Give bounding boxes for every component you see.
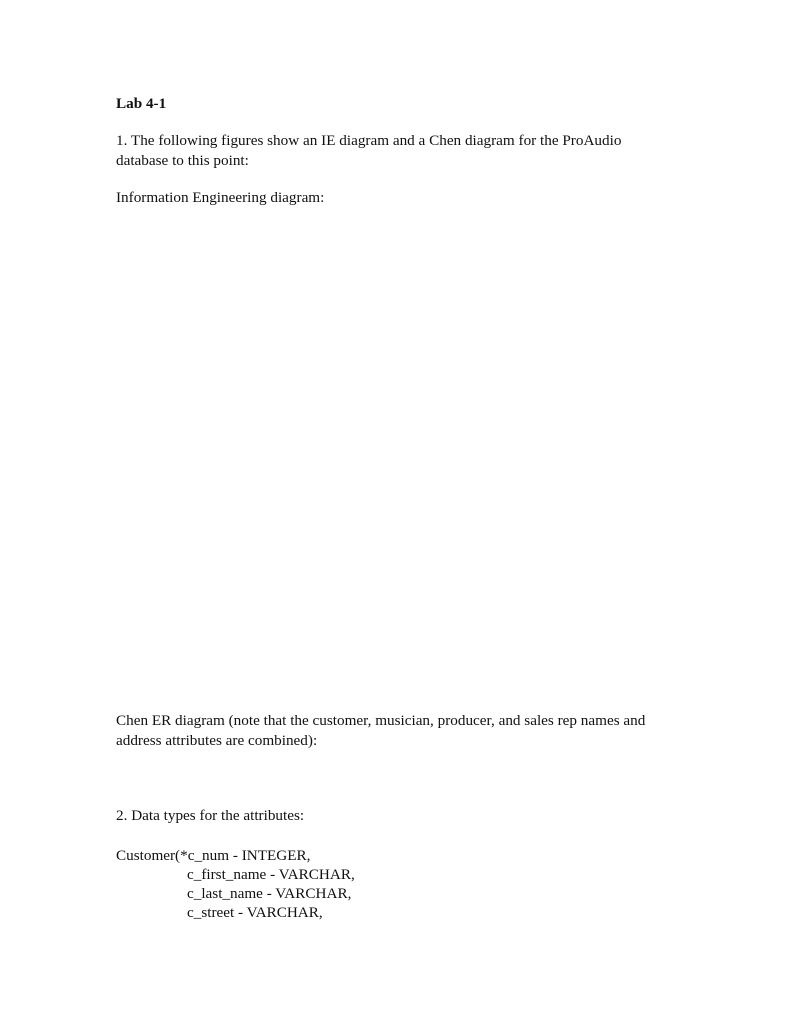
question-2-heading: 2. Data types for the attributes:: [116, 807, 305, 824]
chen-diagram-label-line-2: address attributes are combined):: [116, 732, 318, 749]
ie-diagram-blank-area: [116, 214, 676, 704]
customer-first-name-attribute: c_first_name - VARCHAR,: [187, 866, 355, 883]
question-1-text-line-1: 1. The following figures show an IE diagram and a Chen diagram for the ProAudio: [116, 132, 622, 149]
customer-street-attribute: c_street - VARCHAR,: [187, 904, 323, 921]
chen-diagram-label-line-1: Chen ER diagram (note that the customer, musician, producer, and sales rep names and: [116, 712, 646, 729]
customer-last-name-attribute: c_last_name - VARCHAR,: [187, 885, 352, 902]
document-title: Lab 4-1: [116, 95, 167, 112]
chen-diagram-blank-area: [116, 756, 676, 800]
customer-attribute-line: Customer(*c_num - INTEGER,: [116, 847, 311, 864]
ie-diagram-label: Information Engineering diagram:: [116, 189, 325, 206]
question-1-text-line-2: database to this point:: [116, 152, 249, 169]
